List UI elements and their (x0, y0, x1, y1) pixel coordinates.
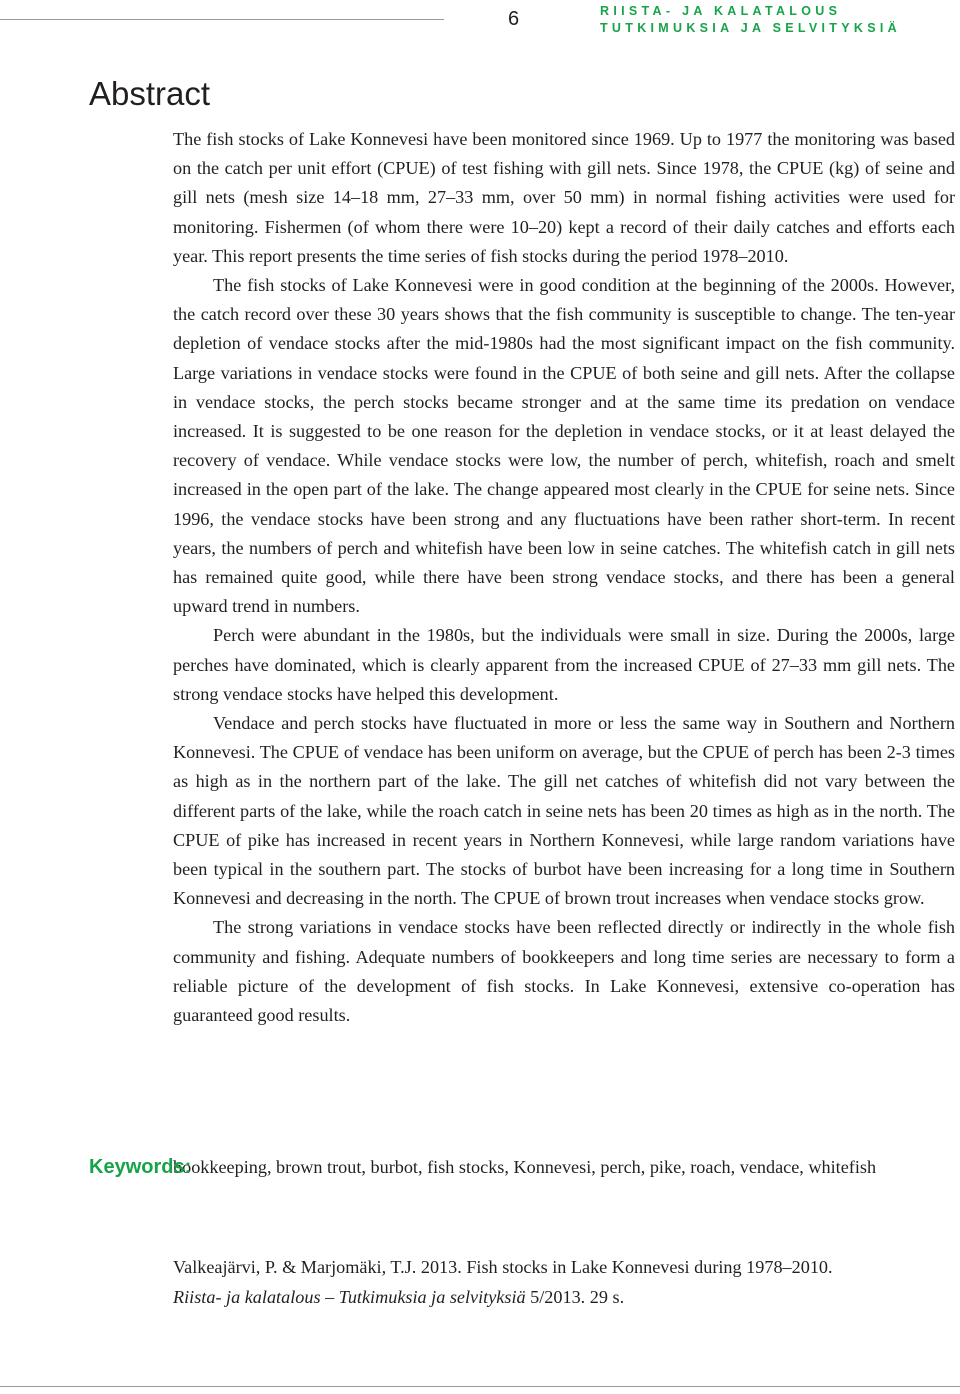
abstract-paragraph: The fish stocks of Lake Konnevesi were in good condition at the beginning of the 2000s. However, the catch record over these 30 years shows that the fish community is susceptible to change. The ten-year depletion of vendace stocks after the mid-1980s had the most significant impact on the fish community. Large variations in vendace stocks were found in the CPUE of both seine and gill nets. After the collapse in vendace stocks, the perch stocks became stronger and at the same time its predation on vendace increased. It is suggested to be one reason for the depletion in vendace stocks, or it at least delayed the recovery of vendace. While vendace stocks were low, the number of perch, whitefish, roach and smelt increased in the open part of the lake. The change appeared most clearly in the CPUE for seine nets. Since 1996, the vendace stocks have been strong and any fluctuations have been rather short-term. In recent years, the numbers of perch and whitefish have been low in seine catches. The whitefish catch in gill nets has remained quite good, while there have been strong vendace stocks, and there has been a general upward trend in numbers. (173, 275, 955, 617)
abstract-paragraph: The fish stocks of Lake Konnevesi have been monitored since 1969. Up to 1977 the monitoring was based on the catch per unit effort (CPUE) of test fishing with gill nets. Since 1978, the CPUE (kg) of seine and gill nets (mesh size 14–18 mm, 27–33 mm, over 50 mm) in normal fishing activities were used for monitoring. Fishermen (of whom there were 10–20) kept a record of their daily catches and efforts each year. This report presents the time series of fish stocks during the period 1978–2010. (173, 129, 955, 266)
citation-issue: 5/2013. 29 s. (525, 1287, 625, 1307)
abstract-paragraph: Perch were abundant in the 1980s, but the individuals were small in size. During the 2000s, large perches have dominated, which is clearly apparent from the increased CPUE of 27–33 mm gill nets. The strong vendace stocks have helped this development. (173, 625, 955, 704)
citation (173, 1252, 955, 1312)
citation-reference: Valkeajärvi, P. & Marjomäki, T.J. 2013. Fish stocks in Lake Konnevesi during 1978–2010. (173, 1257, 833, 1277)
series-subtitle: TUTKIMUKSIA JA SELVITYKSIÄ (600, 21, 901, 35)
keywords-section (89, 1153, 955, 1182)
citation-source (173, 1282, 955, 1312)
footer-rule (0, 1386, 960, 1387)
keywords-list: bookkeeping, brown trout, burbot, fish stocks, Konnevesi, perch, pike, roach, vendace, whitefish (173, 1157, 877, 1177)
keywords-label: Keywords: (89, 1156, 192, 1178)
abstract-paragraph: The strong variations in vendace stocks have been reflected directly or indirectly in the whole fish community and fishing. Adequate numbers of bookkeepers and long time series are necessary to form a reliable picture of the development of fish stocks. In Lake Konnevesi, extensive co-operation has guaranteed good results. (173, 917, 955, 1026)
page-number: 6 (508, 8, 520, 30)
abstract-paragraph: Vendace and perch stocks have fluctuated in more or less the same way in Southern and Northern Konnevesi. The CPUE of vendace has been uniform on average, but the CPUE of perch has been 2-3 times as high as in the northern part of the lake. The gill net catches of whitefish did not vary between the different parts of the lake, while the roach catch in seine nets has been 20 times as high as in the north. The CPUE of pike has increased in recent years in Northern Konnevesi, while large random variations have been typical in the southern part. The stocks of burbot have been increasing for a long time in Southern Konnevesi and decreasing in the north. The CPUE of brown trout increases when vendace stocks grow. (173, 713, 955, 909)
citation-series: Riista- ja kalatalous – Tutkimuksia ja selvityksiä (173, 1287, 526, 1307)
series-title: RIISTA- JA KALATALOUS (600, 4, 842, 18)
header-rule (0, 19, 444, 20)
section-title: Abstract (89, 75, 211, 112)
abstract-body (173, 125, 955, 1030)
